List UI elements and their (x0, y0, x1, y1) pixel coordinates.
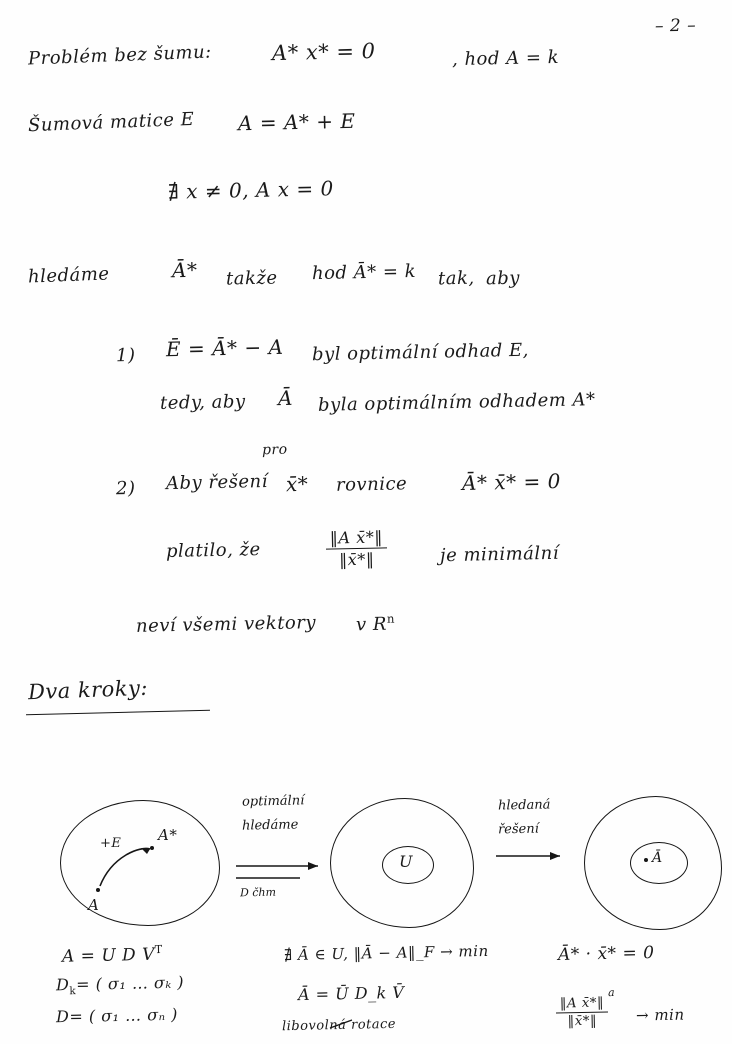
equation-ebar-equals: Ē = Ā* − A (165, 334, 284, 362)
text-rovnice: rovnice (335, 473, 408, 496)
label-a: A (88, 896, 100, 914)
list-item-2-number: 2) (115, 477, 136, 500)
text-tak: tak, (437, 267, 475, 290)
text-tedy-aby: tedy, aby (159, 391, 246, 414)
text-v-r-n: v $R^n$ (355, 611, 396, 636)
superscript-n: n (386, 611, 396, 626)
arrow2-label-top: hledaná (497, 797, 551, 814)
caption3-fraction (556, 995, 609, 1029)
text-nevi-vsemi-vektory: neví všemi vektory (135, 612, 317, 637)
text-je-minimalni: je minimální (439, 542, 560, 567)
text-hledame: hledáme (27, 263, 110, 288)
text-takze: takže (225, 267, 278, 290)
symbol-x-bar-star: x̄* (285, 471, 309, 497)
text-hod-a-rovno-k: , hod A = k (451, 46, 560, 71)
caption3-fraction-denominator: ‖x̄*‖ (567, 1013, 598, 1030)
equation-a-equals-astar-plus-e: A = A* + E (237, 108, 356, 136)
text-aby: aby (485, 267, 521, 290)
heading-underline (26, 710, 210, 715)
text-platilo-ze: platilo, že (165, 539, 261, 562)
annotation-pro: pro (261, 441, 288, 459)
caption1-line3: D= ( σ₁ … σₙ ) (55, 1004, 179, 1027)
equation-a-star-x-star: A* x* = 0 (271, 38, 376, 66)
fraction-numerator: ‖A x̄*‖ (326, 527, 388, 549)
arrow1-label-under: D čhm (239, 885, 277, 900)
equation-no-nonzero-x: ∄ x ≠ 0, A x = 0 (167, 176, 334, 204)
text-aby-reseni: Aby řešení (165, 470, 269, 495)
caption1-line2: $D_k=$ ( σ₁ … σₖ ) (55, 972, 185, 998)
caption2-line3: libovolná rotace (281, 1016, 397, 1035)
caption3-fraction-numerator: ‖A x̄*‖ (556, 995, 609, 1013)
label-plus-e: +E (100, 836, 122, 851)
caption2-line1: ∄ Ā ∈ U, ‖Ā − A‖_F → min (283, 941, 489, 965)
caption1-line1: A = U D $V^T$ (61, 942, 163, 967)
page-number: – 2 – (654, 15, 697, 37)
dot-a-bar (644, 858, 648, 862)
dot-a (96, 888, 100, 892)
arrow1-label-bottom: hledáme (241, 817, 299, 834)
label-a-bar-inner: Ā (652, 850, 663, 866)
symbol-a-bar: Ā (277, 385, 294, 411)
fraction-denominator: ‖x̄*‖ (338, 549, 375, 570)
text-problem-bez-sumu: Problém bez šumu: (27, 41, 213, 70)
text-byl-optimalni-odhad-e: byl optimální odhad E, (311, 339, 530, 366)
text-sumova-matice: Šumová matice E (27, 108, 195, 137)
text-byla-optimalnim-odhadem: byla optimálním odhadem A* (317, 389, 596, 416)
fraction-norm-ratio (326, 527, 388, 569)
arrow2-label-bottom: řešení (497, 821, 539, 838)
list-item-1-number: 1) (115, 344, 136, 367)
equation-hod-abar-star: hod Ā* = k (311, 260, 417, 285)
label-u: U (399, 852, 413, 871)
arrow1-label-top: optimální (241, 793, 305, 810)
dot-a-star (150, 846, 154, 850)
section-heading-dva-kroky: Dva kroky: (27, 675, 149, 705)
symbol-a-bar-star: Ā* (171, 257, 198, 283)
caption3-line1: Ā* · x̄* = 0 (557, 942, 655, 966)
equation-abar-star-xbar-star-zero: Ā* x̄* = 0 (461, 468, 562, 496)
caption3-annotation-a: a (607, 985, 616, 1000)
diagram-blob-left (60, 800, 220, 926)
label-a-star: A* (158, 826, 178, 844)
caption3-min: → min (635, 1005, 685, 1025)
caption2-line2: Ā = Ū D_k V̄ (297, 982, 405, 1005)
